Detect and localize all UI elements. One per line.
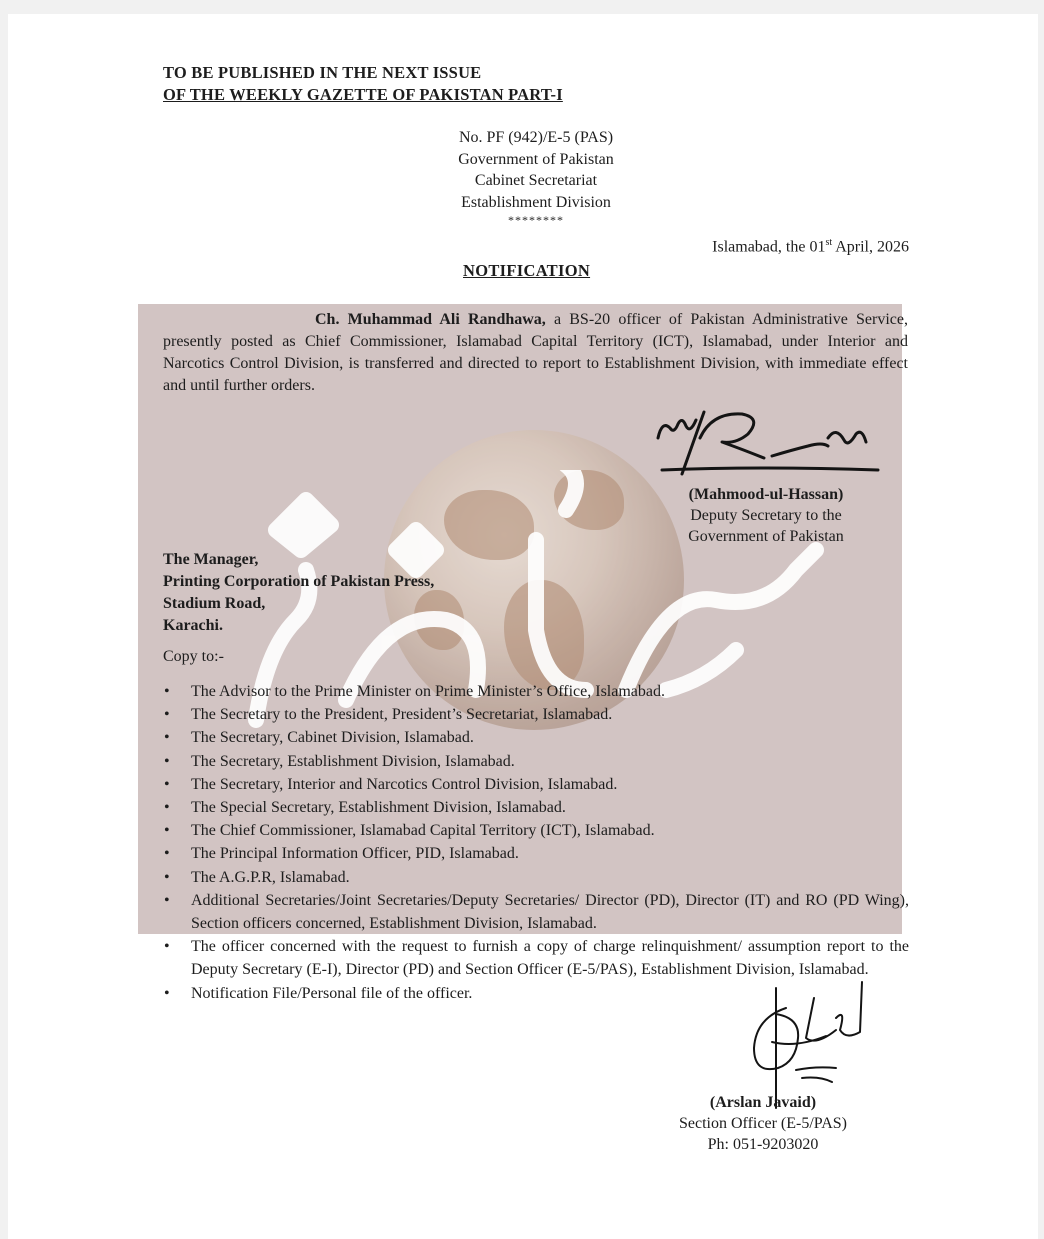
signatory-2-block (660, 1092, 866, 1155)
addressee-block (163, 549, 434, 637)
list-item: • The Secretary, Cabinet Division, Islamabad. (164, 729, 474, 747)
list-item: • The Secretary, Interior and Narcotics Control Division, Islamabad. (164, 775, 618, 793)
publish-instruction (163, 62, 563, 106)
list-item: • The A.G.P.R, Islamabad. (164, 868, 350, 886)
reference-number: No. PF (942)/E-5 (PAS) (458, 129, 614, 146)
copy-to-list (164, 680, 909, 1005)
division-name: Establishment Division (461, 193, 611, 211)
addressee-line-4: Karachi. (163, 617, 223, 634)
publish-line-2: OF THE WEEKLY GAZETTE OF PAKISTAN PART-I (163, 85, 563, 104)
officer-name: Ch. Muhammad Ali Randhawa, (315, 311, 546, 328)
signatory-1-designation-1: Deputy Secretary to the (690, 507, 842, 524)
list-item: • The Advisor to the Prime Minister on Prime Minister’s Office, Islamabad. (164, 683, 665, 700)
date-rest: April, 2026 (832, 238, 909, 256)
addressee-line-2: Printing Corporation of Pakistan Press, (163, 573, 435, 590)
signature-1 (652, 398, 884, 480)
signatory-1-designation-2: Government of Pakistan (688, 528, 844, 545)
date-prefix: Islamabad, the 01 (712, 238, 826, 256)
list-item: • The Special Secretary, Establishment Division, Islamabad. (164, 799, 566, 817)
addressee-line-3: Stadium Road, (163, 595, 266, 612)
date-line (712, 237, 909, 256)
notification-body (163, 309, 908, 397)
separator-stars: ******** (508, 213, 564, 227)
list-item: • The Secretary, Establishment Division, Islamabad. (164, 752, 515, 770)
secretariat-name: Cabinet Secretariat (474, 172, 598, 189)
signatory-2-phone: Ph: 051-9203020 (707, 1136, 819, 1153)
notification-text: a BS-20 officer of Pakistan Administrative Service, presently posted as Chief Commissioner, Islamabad Capital Territory (ICT), Islamabad, under Interior and Narcotics Control Division, is transferred and directed to report to Establishment Division, with immediate effect and until further orders. (163, 311, 909, 394)
notification-title: NOTIFICATION (463, 261, 591, 280)
signatory-2-name: (Arslan Javaid) (709, 1094, 817, 1111)
list-item: • The Principal Information Officer, PID, Islamabad. (164, 845, 519, 863)
signatory-1-name: (Mahmood-ul-Hassan) (688, 486, 844, 503)
copy-to-label: Copy to:- (163, 648, 224, 665)
list-item: • The Secretary to the President, President’s Secretariat, Islamabad. (164, 706, 613, 724)
government-name: Government of Pakistan (458, 150, 614, 168)
date-suffix: st (825, 237, 833, 248)
list-item: • The officer concerned with the request to furnish a copy of charge relinquishment/ assumption report to the Deputy Secretary (E-I), Director (PD) and Section Officer (E-5/PAS), Establishment Division, Islamabad. (164, 938, 909, 979)
list-item: • The Chief Commissioner, Islamabad Capital Territory (ICT), Islamabad. (164, 822, 655, 840)
list-item: • Notification File/Personal file of the officer. (164, 984, 473, 1002)
signatory-2-designation: Section Officer (E-5/PAS) (679, 1115, 847, 1132)
office-block (400, 127, 672, 227)
list-item: • Additional Secretaries/Joint Secretaries/Deputy Secretaries/ Director (PD), Director (IT) and RO (PD Wing), Section officers concerned, Establishment Division, Islamabad. (164, 891, 909, 933)
publish-line-1: TO BE PUBLISHED IN THE NEXT ISSUE (163, 63, 482, 82)
signatory-1-block (662, 484, 870, 547)
addressee-line-1: The Manager, (163, 551, 259, 568)
